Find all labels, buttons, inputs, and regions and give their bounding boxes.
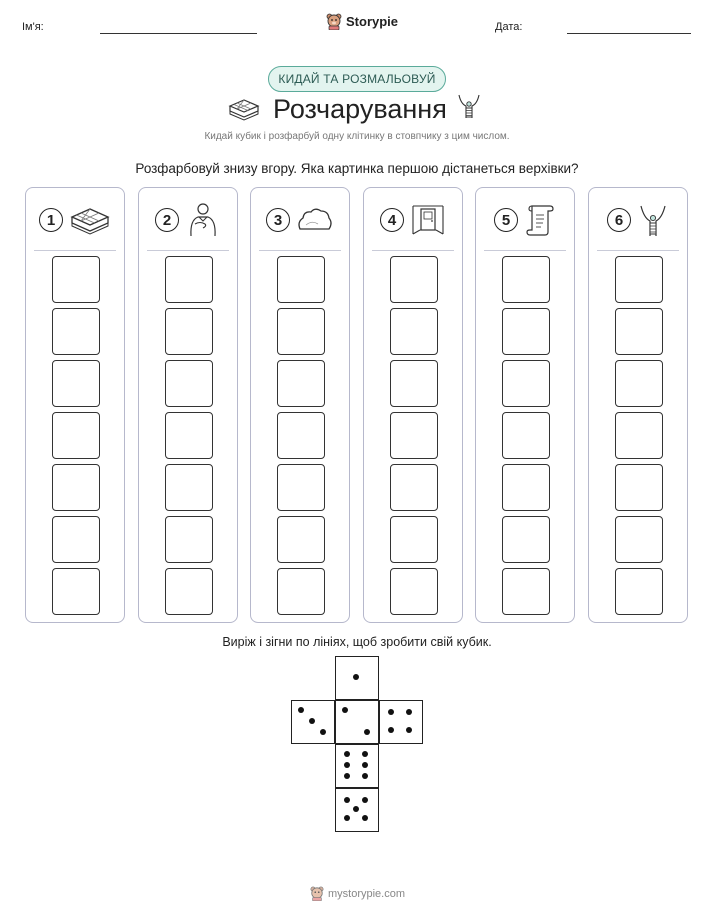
color-cell[interactable] <box>615 308 663 355</box>
color-cell[interactable] <box>277 360 325 407</box>
dice-pip <box>309 718 315 724</box>
page-subtitle: Кидай кубик і розфарбуй одну клітинку в стовпчику з цим числом. <box>204 131 510 142</box>
cloud-blob-icon <box>296 206 334 234</box>
blanket-icon <box>228 97 260 121</box>
color-cell[interactable] <box>390 308 438 355</box>
dice-face-4 <box>379 700 423 744</box>
color-cell[interactable] <box>615 256 663 303</box>
dice-pip <box>353 806 359 812</box>
dice-face-2 <box>335 700 379 744</box>
column-3 <box>250 187 350 623</box>
column-number: 2 <box>155 208 179 232</box>
dice-pip <box>406 727 412 733</box>
dice-pip <box>298 707 304 713</box>
dice-pip <box>406 709 412 715</box>
color-cell[interactable] <box>502 516 550 563</box>
name-label: Ім'я: <box>22 21 44 33</box>
cut-instruction: Виріж і зігни по лініях, щоб зробити свій кубик. <box>222 635 492 649</box>
dice-pip <box>344 815 350 821</box>
dice-face-5 <box>335 788 379 832</box>
color-cell[interactable] <box>502 360 550 407</box>
column-5 <box>475 187 575 623</box>
color-cell[interactable] <box>277 308 325 355</box>
color-cell[interactable] <box>165 516 213 563</box>
color-cell[interactable] <box>277 256 325 303</box>
dice-face-6 <box>335 744 379 788</box>
color-cell[interactable] <box>390 360 438 407</box>
color-cell[interactable] <box>52 308 100 355</box>
dice-pip <box>362 762 368 768</box>
column-number: 1 <box>39 208 63 232</box>
footer <box>310 886 405 901</box>
throat-lump-icon <box>637 202 669 238</box>
person-hand-on-chest-icon <box>185 202 221 238</box>
scroll-icon <box>524 202 556 238</box>
color-cell[interactable] <box>615 516 663 563</box>
bear-logo-icon <box>310 886 324 901</box>
dice-pip <box>344 797 350 803</box>
color-cell[interactable] <box>502 256 550 303</box>
dice-face-3 <box>291 700 335 744</box>
dice-pip <box>320 729 326 735</box>
color-cell[interactable] <box>502 412 550 459</box>
column-number: 3 <box>266 208 290 232</box>
color-cell[interactable] <box>52 256 100 303</box>
column-2 <box>138 187 238 623</box>
dice-pip <box>388 727 394 733</box>
dice-pip <box>364 729 370 735</box>
brand-name: Storypie <box>346 14 399 29</box>
dice-pip <box>342 707 348 713</box>
page-title: Розчарування <box>273 94 447 124</box>
column-number: 4 <box>380 208 404 232</box>
color-cell[interactable] <box>502 464 550 511</box>
name-line[interactable] <box>100 33 257 34</box>
dice-face-1 <box>335 656 379 700</box>
color-cell[interactable] <box>165 464 213 511</box>
column-4 <box>363 187 463 623</box>
color-cell[interactable] <box>52 412 100 459</box>
color-cell[interactable] <box>277 464 325 511</box>
color-cell[interactable] <box>390 516 438 563</box>
dice-pip <box>362 751 368 757</box>
footer-url[interactable]: mystorypie.com <box>328 887 406 900</box>
color-cell[interactable] <box>277 568 325 615</box>
color-cell[interactable] <box>165 256 213 303</box>
dice-pip <box>362 773 368 779</box>
brand-logo <box>326 13 398 30</box>
color-cell[interactable] <box>52 464 100 511</box>
color-cell[interactable] <box>277 412 325 459</box>
date-line[interactable] <box>567 33 691 34</box>
color-cell[interactable] <box>165 568 213 615</box>
color-cell[interactable] <box>390 256 438 303</box>
color-cell[interactable] <box>165 412 213 459</box>
color-cell[interactable] <box>615 464 663 511</box>
color-cell[interactable] <box>277 516 325 563</box>
date-label: Дата: <box>495 21 523 33</box>
color-cell[interactable] <box>165 308 213 355</box>
color-cell[interactable] <box>52 568 100 615</box>
blanket-icon <box>69 205 111 235</box>
bear-logo-icon <box>326 13 342 30</box>
door-room-icon <box>410 203 446 237</box>
color-cell[interactable] <box>390 568 438 615</box>
dice-pip <box>362 797 368 803</box>
color-cell[interactable] <box>52 516 100 563</box>
column-number: 5 <box>494 208 518 232</box>
dice-pip <box>344 762 350 768</box>
dice-pip <box>344 773 350 779</box>
column-number: 6 <box>607 208 631 232</box>
dice-pip <box>344 751 350 757</box>
dice-pip <box>362 815 368 821</box>
color-cell[interactable] <box>615 568 663 615</box>
color-cell[interactable] <box>165 360 213 407</box>
column-6 <box>588 187 688 623</box>
color-cell[interactable] <box>390 412 438 459</box>
color-cell[interactable] <box>615 412 663 459</box>
column-1 <box>25 187 125 623</box>
dice-pip <box>388 709 394 715</box>
color-cell[interactable] <box>502 308 550 355</box>
activity-badge: КИДАЙ ТА РОЗМАЛЬОВУЙ <box>268 66 446 92</box>
color-cell[interactable] <box>502 568 550 615</box>
color-cell[interactable] <box>390 464 438 511</box>
throat-lump-icon <box>455 91 483 119</box>
color-cell[interactable] <box>615 360 663 407</box>
color-cell[interactable] <box>52 360 100 407</box>
dice-pip <box>353 674 359 680</box>
coloring-instruction: Розфарбовуй знизу вгору. Яка картинка першою дістанеться верхівки? <box>135 161 579 176</box>
